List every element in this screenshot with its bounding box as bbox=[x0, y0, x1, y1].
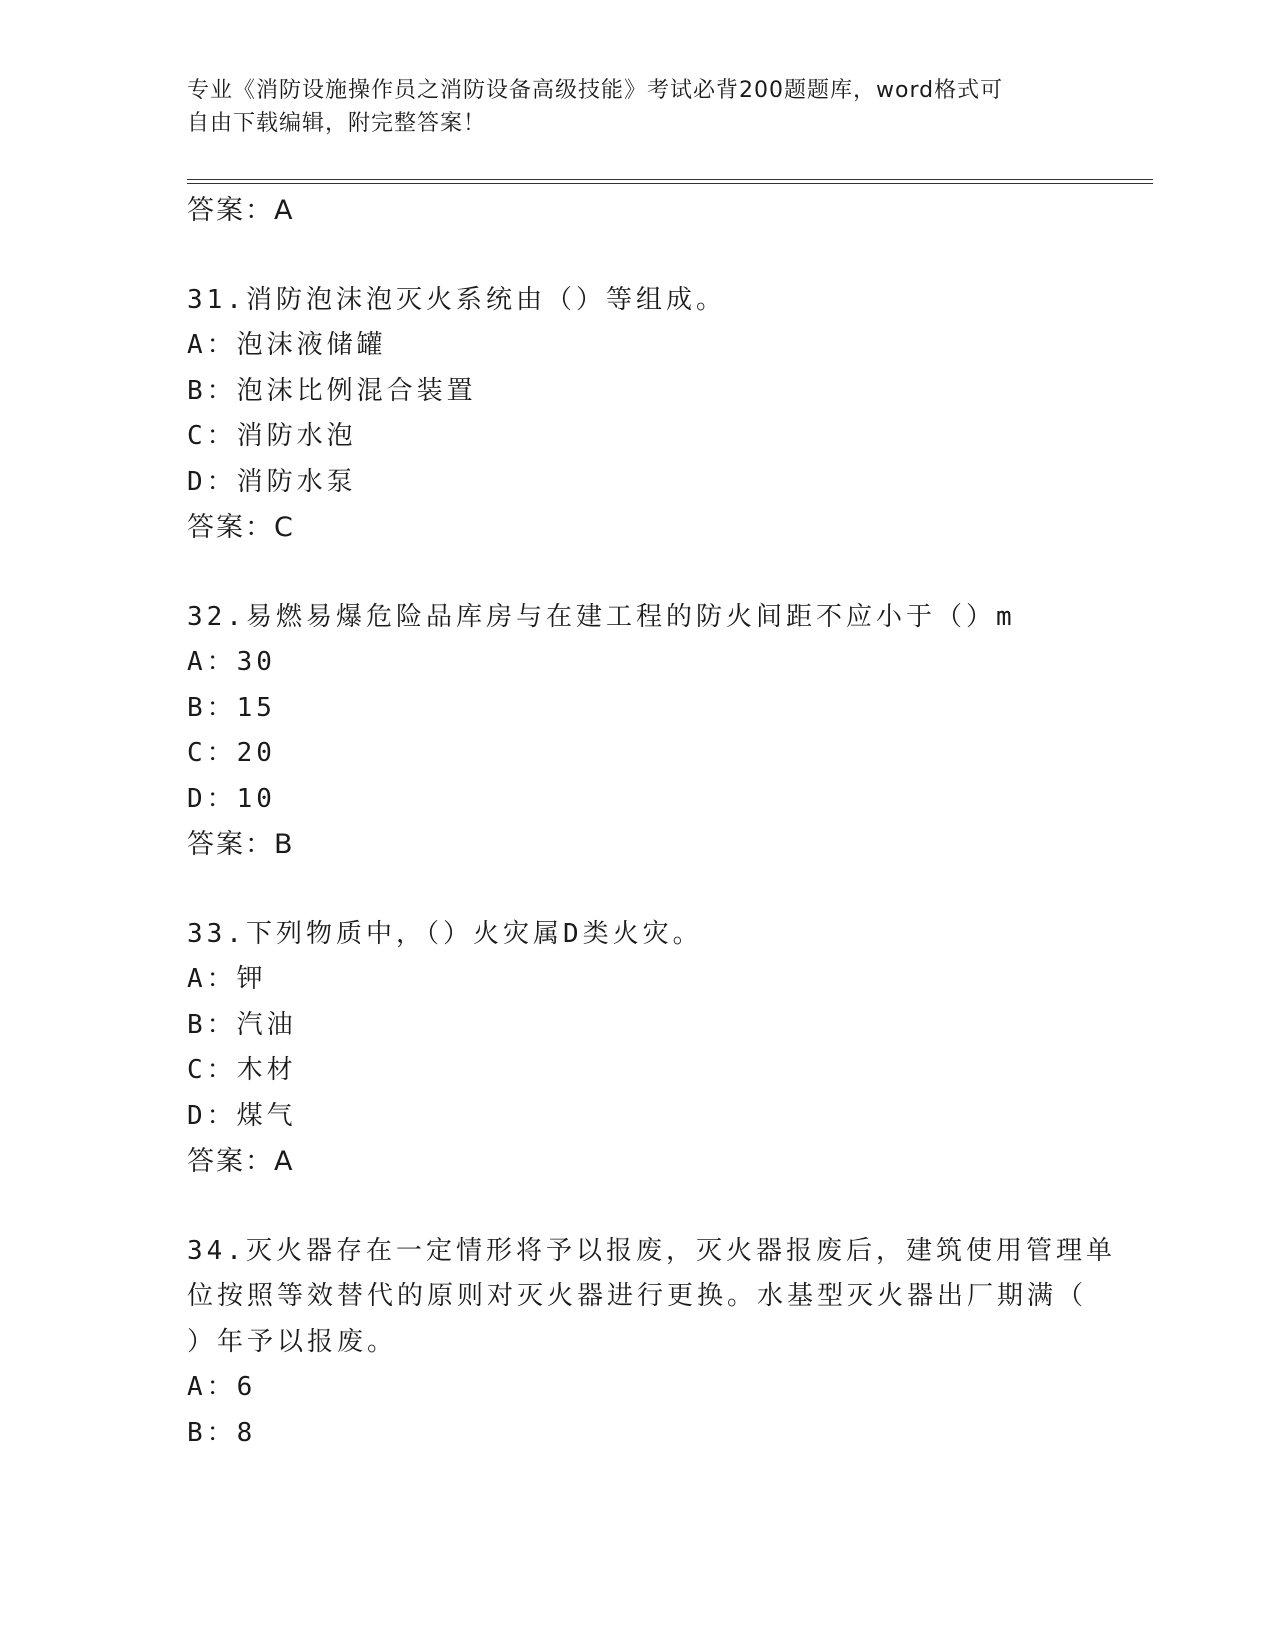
question-stem-line-1: 34.灭火器存在一定情形将予以报废，灭火器报废后，建筑使用管理单 bbox=[187, 1235, 1116, 1266]
option-c: C：木材 bbox=[187, 1055, 297, 1085]
header-divider bbox=[187, 183, 1153, 184]
option-c: C：20 bbox=[187, 738, 276, 768]
option-a: A：泡沫液储罐 bbox=[187, 330, 387, 360]
answer-line: 答案：A bbox=[187, 1146, 295, 1177]
document-header bbox=[187, 74, 1087, 140]
header-line-1: 专业《消防设施操作员之消防设备高级技能》考试必背200题题库，word格式可 bbox=[187, 78, 1004, 103]
option-b: B：8 bbox=[187, 1417, 257, 1448]
header-line-2: 自由下载编辑，附完整答案！ bbox=[187, 111, 487, 136]
option-a: A：30 bbox=[187, 647, 276, 677]
question-33 bbox=[187, 912, 1087, 1185]
answer-line: 答案：B bbox=[187, 829, 295, 860]
question-stem: 31.消防泡沫泡灭火系统由（）等组成。 bbox=[187, 284, 726, 315]
answer-line: 答案：C bbox=[187, 512, 295, 543]
option-b: B：泡沫比例混合装置 bbox=[187, 375, 477, 406]
question-stem-line-2: 位按照等效替代的原则对灭火器进行更换。水基型灭火器出厂期满（ bbox=[187, 1281, 1088, 1311]
option-b: B：汽油 bbox=[187, 1009, 297, 1040]
question-31 bbox=[187, 278, 1087, 551]
header-divider bbox=[187, 179, 1153, 180]
option-c: C：消防水泡 bbox=[187, 421, 357, 451]
option-a: A：钾 bbox=[187, 964, 267, 994]
option-d: D：消防水泵 bbox=[187, 466, 357, 497]
question-stem: 33.下列物质中，（）火灾属D类火灾。 bbox=[187, 918, 703, 949]
question-list bbox=[187, 188, 1116, 1456]
option-b: B：15 bbox=[187, 692, 276, 723]
question-34 bbox=[187, 1229, 1116, 1457]
question-stem: 32.易燃易爆危险品库房与在建工程的防火间距不应小于（）m bbox=[187, 601, 1016, 632]
option-d: D：10 bbox=[187, 783, 276, 814]
question-stem-line-3: ）年予以报废。 bbox=[187, 1326, 398, 1357]
answer-line: 答案：A bbox=[187, 195, 295, 226]
question-32 bbox=[187, 595, 1087, 868]
option-d: D：煤气 bbox=[187, 1100, 297, 1131]
option-a: A：6 bbox=[187, 1372, 257, 1402]
